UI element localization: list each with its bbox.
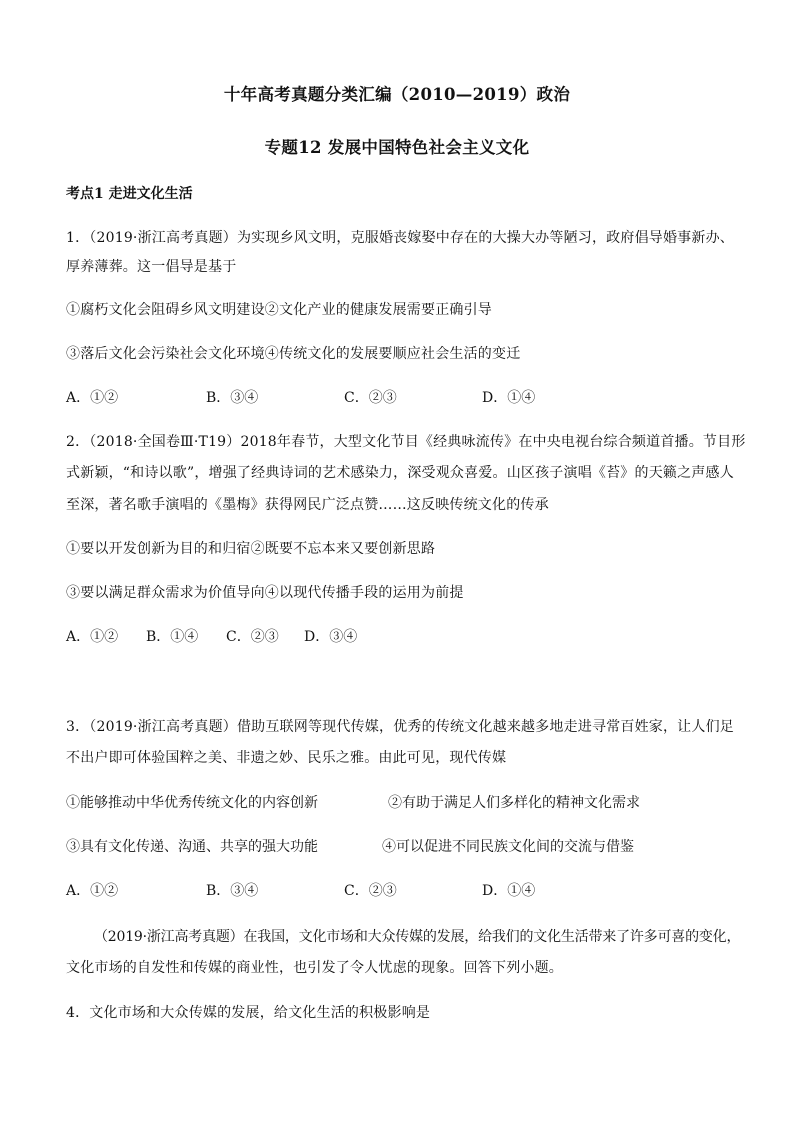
material-line-1: （2019·浙江高考真题）在我国，文化市场和大众传媒的发展，给我们的文化生活带来了许多可喜的变化， — [94, 929, 741, 945]
section-heading: 考点1 走进文化生活 — [66, 186, 193, 202]
q3-option-a: A．①② — [66, 883, 119, 899]
q1-option-d: D．①④ — [482, 390, 536, 406]
q3-statement-2: ②有助于满足人们多样化的精神文化需求 — [388, 795, 640, 811]
q2-stem-line-3: 至深，著名歌手演唱的《墨梅》获得网民广泛点赞……这反映传统文化的传承 — [66, 497, 549, 513]
q2-stem-line-1: 2．（2018·全国卷Ⅲ·T19）2018年春节，大型文化节目《经典咏流传》在中央电视台综合频道首播。节目形 — [66, 434, 746, 450]
q1-option-c: C．②③ — [344, 390, 397, 406]
q3-statement-1: ①能够推动中华优秀传统文化的内容创新 — [66, 795, 318, 811]
q2-option-d: D．③④ — [304, 629, 358, 645]
q1-statement-2: ③落后文化会污染社会文化环境④传统文化的发展要顺应社会生活的变迁 — [66, 346, 521, 362]
q3-option-c: C．②③ — [344, 883, 397, 899]
q3-statement-3: ③具有文化传递、沟通、共享的强大功能 — [66, 839, 318, 855]
q2-option-c: C．②③ — [226, 629, 279, 645]
q2-option-b: B．①④ — [146, 629, 199, 645]
q1-stem-line-2: 厚养薄葬。这一倡导是基于 — [66, 259, 237, 275]
q3-statement-4: ④可以促进不同民族文化间的交流与借鉴 — [382, 839, 634, 855]
document-subtitle: 专题12 发展中国特色社会主义文化 — [264, 138, 530, 157]
q3-option-b: B．③④ — [206, 883, 259, 899]
document-title: 十年高考真题分类汇编（2010—2019）政治 — [223, 85, 571, 104]
q1-option-b: B．③④ — [206, 390, 259, 406]
q2-statement-1: ①要以开发创新为目的和归宿②既要不忘本来又要创新思路 — [66, 541, 436, 557]
q1-option-a: A．①② — [66, 390, 119, 406]
q2-option-a: A．①② — [66, 629, 119, 645]
q2-statement-2: ③要以满足群众需求为价值导向④以现代传播手段的运用为前提 — [66, 585, 464, 601]
q2-stem-line-2: 式新颖，“和诗以歌”，增强了经典诗词的艺术感染力，深受观众喜爱。山区孩子演唱《苔》的天籁之声感人 — [66, 465, 734, 481]
q1-statement-1: ①腐朽文化会阻碍乡风文明建设②文化产业的健康发展需要正确引导 — [66, 302, 492, 318]
q3-stem-line-2: 不出户即可体验国粹之美、非遗之妙、民乐之雅。由此可见，现代传媒 — [66, 750, 507, 766]
material-line-2: 文化市场的自发性和传媒的商业性，也引发了令人忧虑的现象。回答下列小题。 — [66, 960, 563, 976]
q3-option-d: D．①④ — [482, 883, 536, 899]
q1-stem-line-1: 1．（2019·浙江高考真题）为实现乡风文明，克服婚丧嫁娶中存在的大操大办等陋习，政府倡导婚事新办、 — [66, 230, 734, 246]
q4-stem-line-1: 4．文化市场和大众传媒的发展，给文化生活的积极影响是 — [66, 1005, 431, 1021]
q3-stem-line-1: 3．（2019·浙江高考真题）借助互联网等现代传媒，优秀的传统文化越来越多地走进寻常百姓家，让人们足 — [66, 719, 734, 735]
